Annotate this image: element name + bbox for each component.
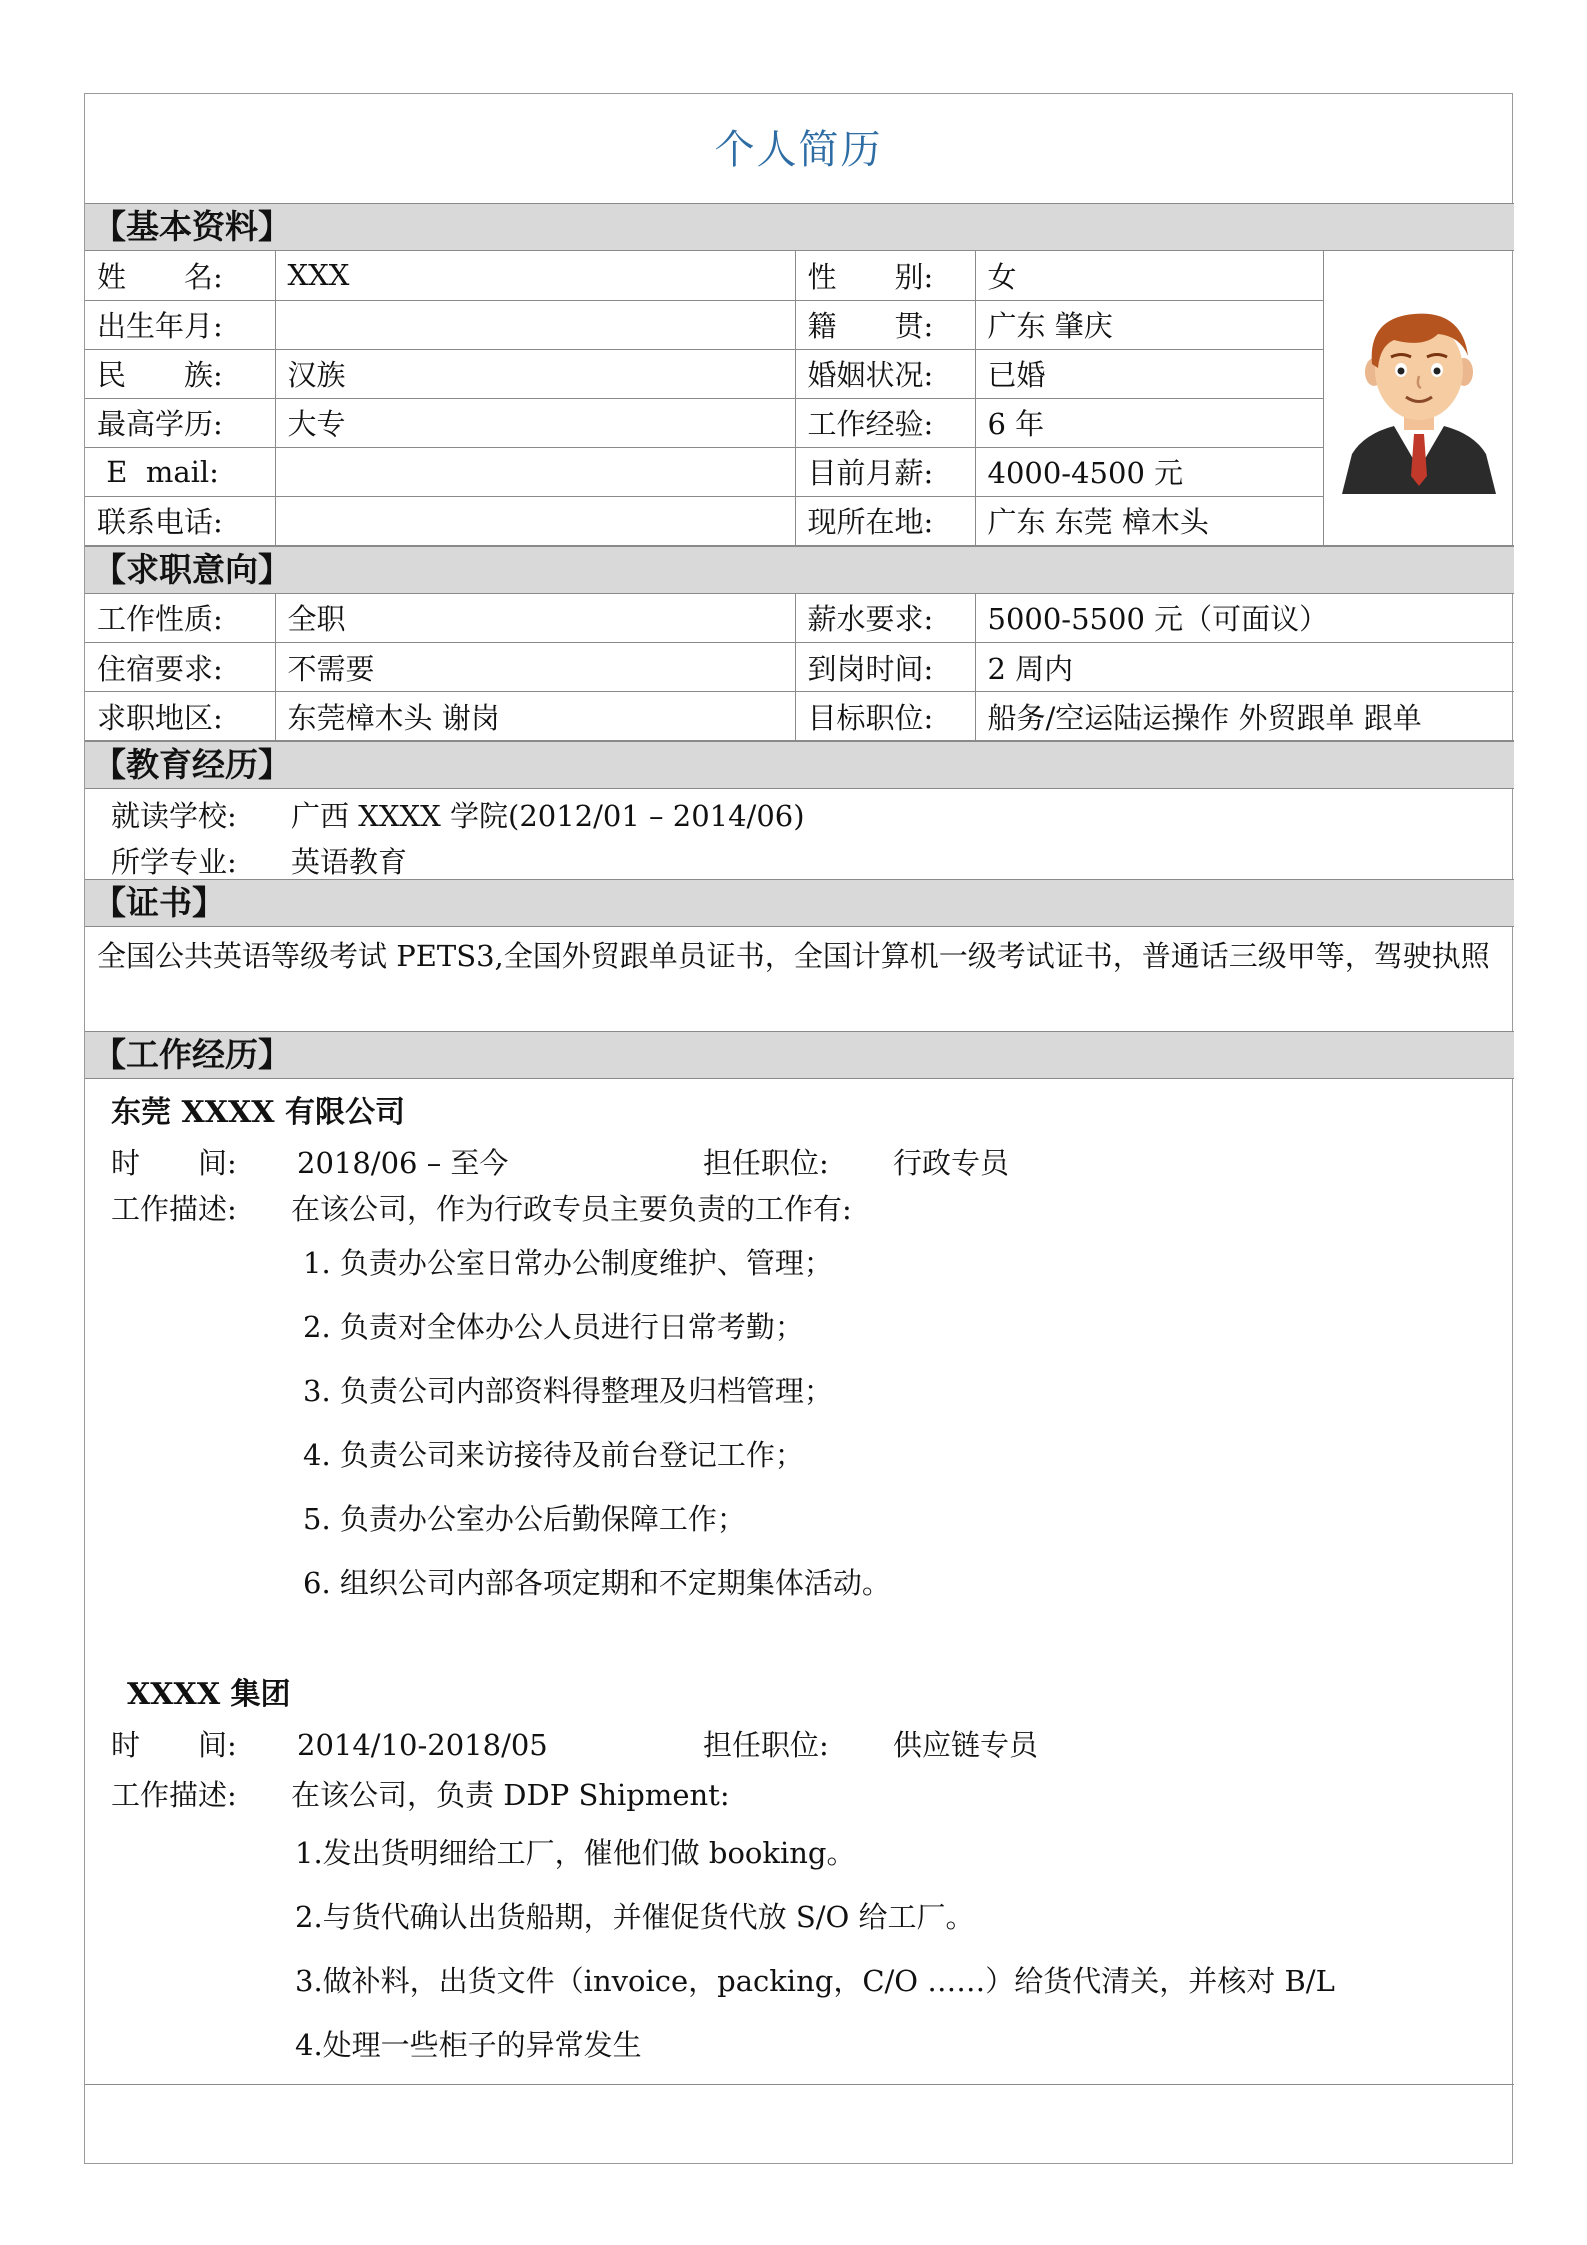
work-experience-block: [85, 1079, 1514, 2084]
label-work-time: 时 间:: [111, 1146, 237, 1180]
value-salary: 4000-4500 元: [975, 447, 1323, 496]
label-start-time: 到岗时间:: [795, 643, 975, 692]
label-position: 担任职位:: [703, 1146, 829, 1180]
label-work-time: 时 间:: [111, 1728, 237, 1762]
company-name: 东莞 XXXX 有限公司: [111, 1095, 405, 1130]
section-header-basic: 【基本资料】: [85, 203, 1514, 251]
company-name: XXXX 集团: [127, 1677, 291, 1712]
label-experience: 工作经验:: [795, 398, 975, 447]
value-job-area: 东莞樟木头 谢岗: [275, 692, 795, 741]
section-header-intent: 【求职意向】: [85, 546, 1514, 594]
value-position: 行政专员: [893, 1146, 1010, 1180]
value-experience: 6 年: [975, 398, 1323, 447]
label-gender: 性 别:: [795, 251, 975, 300]
avatar: [1334, 294, 1504, 494]
job-intent-table: [85, 594, 1514, 742]
value-ethnicity: 汉族: [275, 349, 795, 398]
label-work-desc: 工作描述:: [111, 1778, 237, 1812]
spacer: [85, 1615, 1514, 1671]
value-position: 供应链专员: [893, 1728, 1039, 1762]
duty-item: 1. 负责办公室日常办公制度维护、管理；: [303, 1246, 833, 1280]
value-work-time: 2018/06 – 至今: [297, 1146, 509, 1180]
work-time-row: [85, 1721, 1514, 1769]
value-job-type: 全职: [275, 594, 795, 643]
work-desc-row: [85, 1187, 1514, 1231]
label-ethnicity: 民 族:: [85, 349, 275, 398]
value-expected-salary: 5000-5500 元（可面议）: [975, 594, 1514, 643]
value-birth: [275, 300, 795, 349]
value-start-time: 2 周内: [975, 643, 1514, 692]
duty-item: 3. 负责公司内部资料得整理及归档管理；: [303, 1374, 833, 1408]
resume-sheet: [84, 93, 1513, 2164]
label-degree: 最高学历:: [85, 398, 275, 447]
label-marital: 婚姻状况:: [795, 349, 975, 398]
label-housing: 住宿要求:: [85, 643, 275, 692]
label-job-area: 求职地区:: [85, 692, 275, 741]
label-name: 姓 名:: [85, 251, 275, 300]
label-major: 所学专业:: [111, 845, 237, 879]
photo-cell: [1323, 251, 1514, 545]
value-origin: 广东 肇庆: [975, 300, 1323, 349]
duty-item: 2.与货代确认出货船期，并催促货代放 S/O 给工厂。: [295, 1900, 975, 1934]
value-work-desc: 在该公司，作为行政专员主要负责的工作有:: [291, 1192, 852, 1226]
value-work-desc: 在该公司，负责 DDP Shipment:: [291, 1778, 730, 1812]
value-housing: 不需要: [275, 643, 795, 692]
duty-item: 5. 负责办公室办公后勤保障工作；: [303, 1502, 746, 1536]
page-title: 个人简历: [714, 127, 883, 173]
label-salary: 目前月薪:: [795, 447, 975, 496]
value-gender: 女: [975, 251, 1323, 300]
label-school: 就读学校:: [111, 799, 237, 833]
label-phone: 联系电话:: [85, 496, 275, 545]
label-job-type: 工作性质:: [85, 594, 275, 643]
value-location: 广东 东莞 樟木头: [975, 496, 1323, 545]
duty-item: 3.做补料，出货文件（invoice，packing，C/O ……）给货代清关，并核对 B/L: [295, 1964, 1335, 1998]
label-work-desc: 工作描述:: [111, 1192, 237, 1226]
value-degree: 大专: [275, 398, 795, 447]
duty-item: 6. 组织公司内部各项定期和不定期集体活动。: [303, 1566, 891, 1600]
value-school: 广西 XXXX 学院(2012/01 – 2014/06): [291, 799, 805, 833]
basic-info-table: [85, 251, 1514, 546]
work-desc-row: [85, 1769, 1514, 1821]
value-name: XXX: [275, 251, 795, 300]
section-header-work: 【工作经历】: [85, 1031, 1514, 1079]
duty-item: 4.处理一些柜子的异常发生: [295, 2028, 642, 2062]
label-email: E mail:: [85, 447, 275, 496]
section-header-certificate: 【证书】: [85, 879, 1514, 927]
label-position: 担任职位:: [703, 1728, 829, 1762]
duty-item: 4. 负责公司来访接待及前台登记工作；: [303, 1438, 804, 1472]
duty-item: 2. 负责对全体办公人员进行日常考勤；: [303, 1310, 804, 1344]
duty-item: 1.发出货明细给工厂，催他们做 booking。: [295, 1836, 856, 1870]
label-birth: 出生年月:: [85, 300, 275, 349]
value-marital: 已婚: [975, 349, 1323, 398]
resume-content: [85, 203, 1514, 2085]
value-target-position: 船务/空运陆运操作 外贸跟单 跟单: [975, 692, 1514, 741]
value-work-time: 2014/10-2018/05: [297, 1728, 548, 1762]
education-block: [85, 789, 1514, 879]
label-location: 现所在地:: [795, 496, 975, 545]
label-origin: 籍 贯:: [795, 300, 975, 349]
certificate-text: 全国公共英语等级考试 PETS3,全国外贸跟单员证书，全国计算机一级考试证书，普通话三级甲等，驾驶执照: [97, 939, 1490, 973]
section-header-education: 【教育经历】: [85, 741, 1514, 789]
value-major: 英语教育: [291, 845, 408, 879]
value-email: [275, 447, 795, 496]
label-expected-salary: 薪水要求:: [795, 594, 975, 643]
section-bottom-rule: [85, 2084, 1514, 2085]
value-phone: [275, 496, 795, 545]
label-target-position: 目标职位:: [795, 692, 975, 741]
work-time-row: [85, 1139, 1514, 1187]
